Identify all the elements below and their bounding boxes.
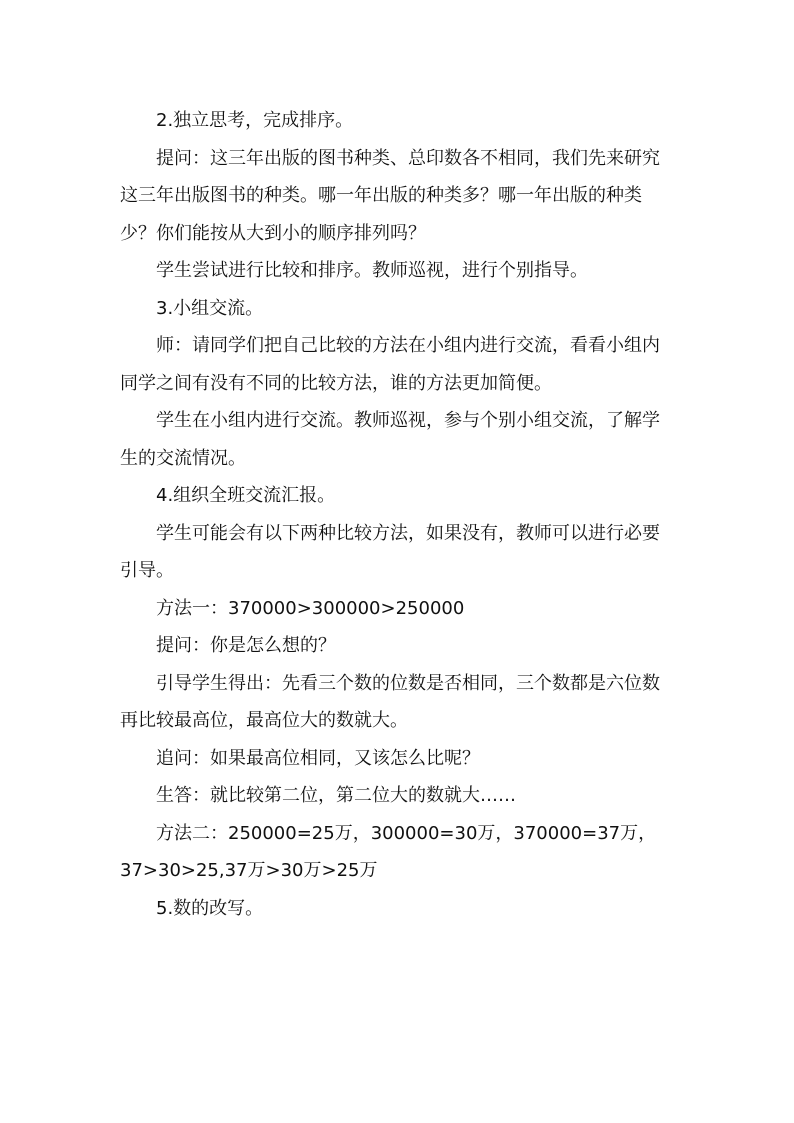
paragraph-line: 少？你们能按从大到小的顺序排列吗？: [120, 222, 426, 244]
paragraph-line: 追问：如果最高位相同，又该怎么比呢？: [156, 747, 480, 769]
method-two-line: 方法二：250000=25万，300000=30万，370000=37万，: [156, 822, 657, 844]
paragraph-line: 生答：就比较第二位，第二位大的数就大……: [156, 785, 516, 806]
paragraph-line: 这三年出版图书的种类。哪一年出版的种类多？哪一年出版的种类: [120, 185, 642, 206]
paragraph-line: 同学之间有没有不同的比较方法，谁的方法更加简便。: [120, 372, 552, 394]
paragraph-line: 提问：你是怎么想的？: [156, 635, 336, 656]
method-one-line: 方法一：370000>300000>250000: [156, 597, 465, 619]
heading-step-3: 3.小组交流。: [156, 297, 264, 319]
paragraph-line: 学生尝试进行比较和排序。教师巡视，进行个别指导。: [156, 260, 588, 281]
heading-step-4: 4.组织全班交流汇报。: [156, 485, 336, 506]
document-body: [120, 102, 682, 927]
heading-step-5: 5.数的改写。: [156, 897, 264, 919]
paragraph-line: 引导。: [120, 560, 174, 581]
paragraph-line: 学生在小组内进行交流。教师巡视，参与个别小组交流，了解学: [156, 410, 660, 431]
heading-step-2: 2.独立思考，完成排序。: [156, 110, 354, 131]
paragraph-line: 再比较最高位，最高位大的数就大。: [120, 710, 408, 731]
comparison-line: 37>30>25,37万>30万>25万: [120, 860, 378, 881]
paragraph-line: 引导学生得出：先看三个数的位数是否相同，三个数都是六位数: [156, 672, 660, 694]
paragraph-line: 提问：这三年出版的图书种类、总印数各不相同，我们先来研究: [156, 147, 660, 169]
paragraph-line: 生的交流情况。: [120, 447, 246, 469]
paragraph-line: 师：请同学们把自己比较的方法在小组内进行交流，看看小组内: [156, 335, 660, 356]
paragraph-line: 学生可能会有以下两种比较方法，如果没有，教师可以进行必要: [156, 522, 660, 544]
